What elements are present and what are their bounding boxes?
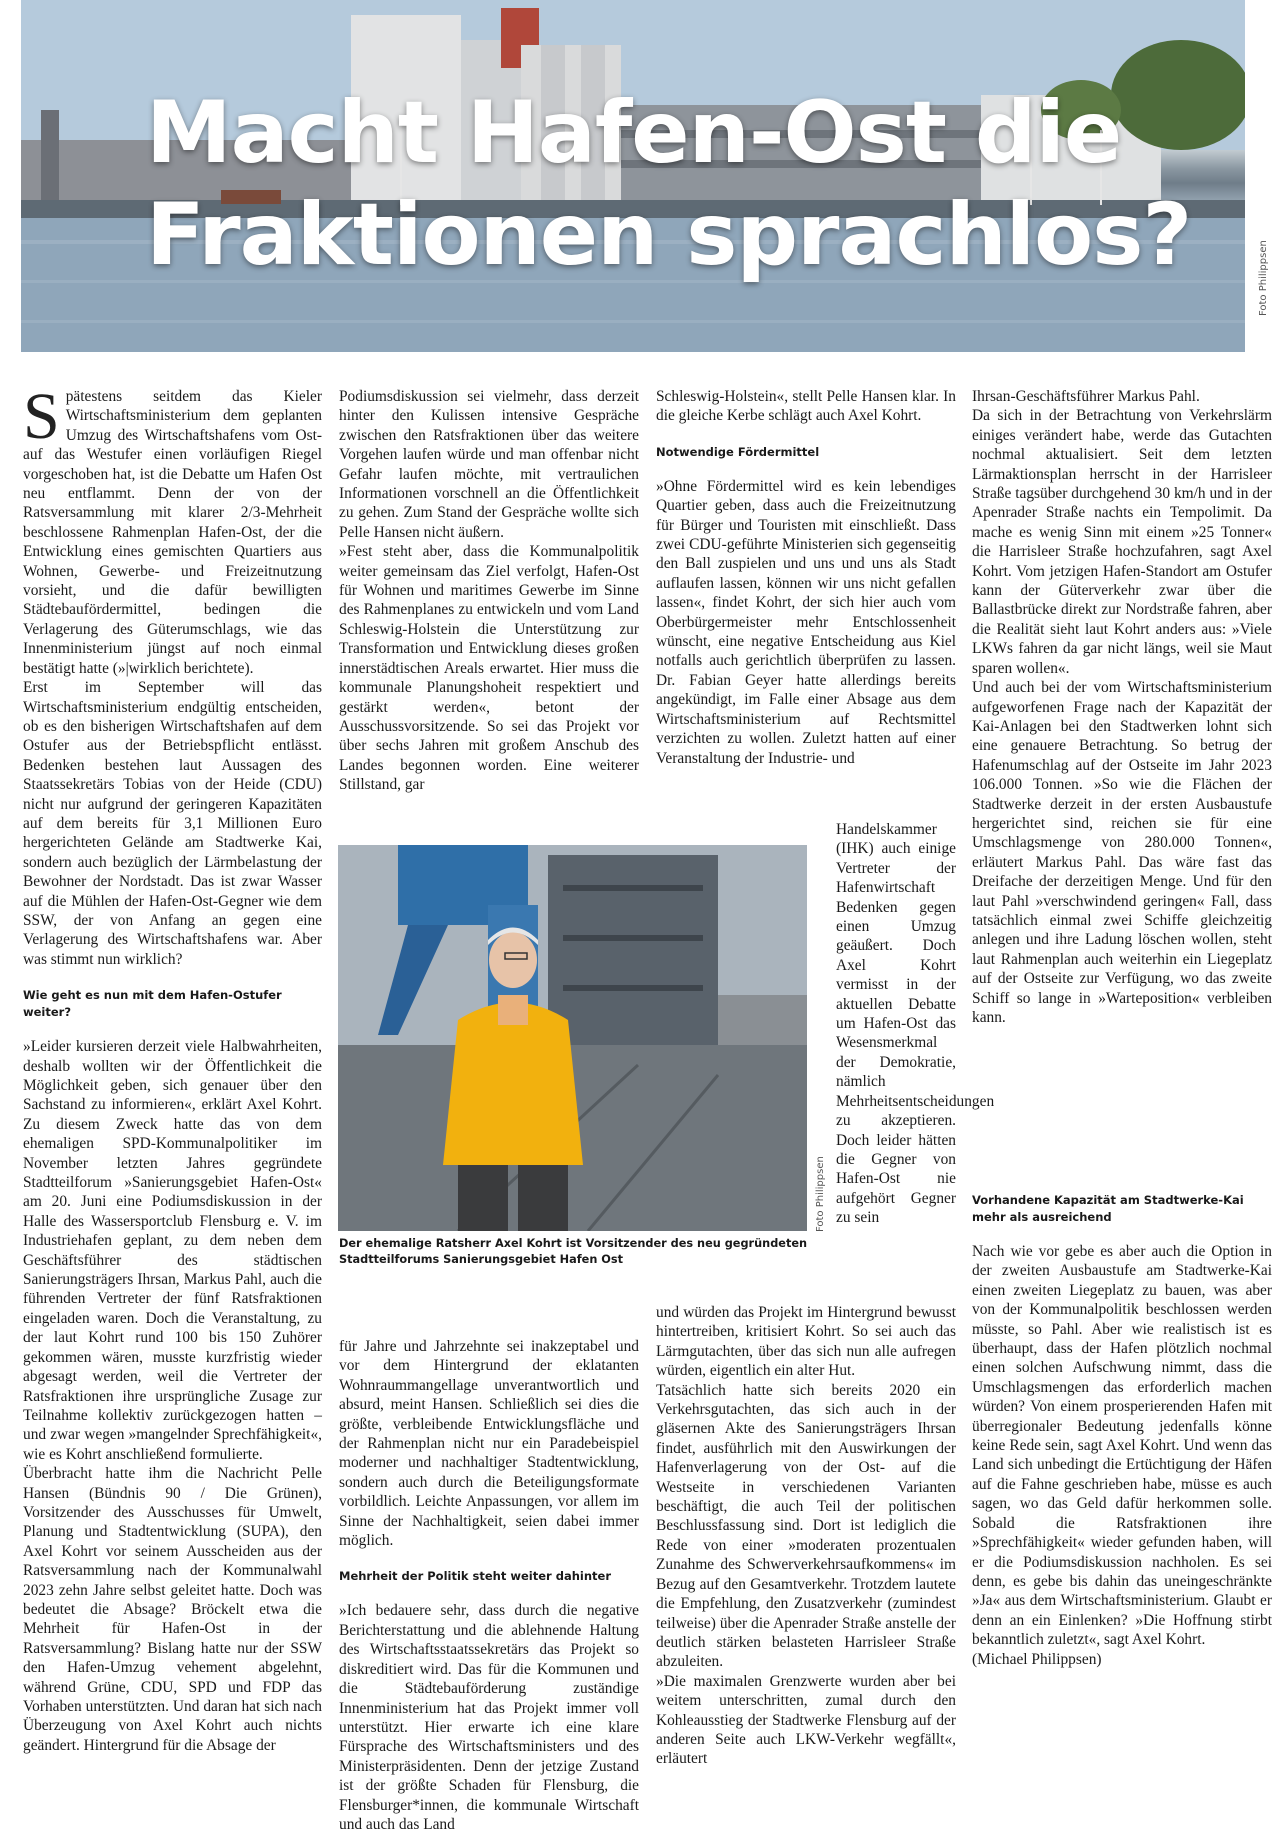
headline-line-2: Fraktionen sprachlos? — [146, 185, 1192, 285]
paragraph: »Ohne Fördermittel wird es kein lebendiges Quartier geben, dass auch die Freizeitnutzung für Bürger und Touristen mit einschließt. Dass zwei CDU-geführte Ministerien sich gegenseitig den Ball zuspielen und uns und uns als Stadt auflaufen lassen, können wir uns nicht gefallen lassen«, findet Kohrt, der sich hier auch vom Oberbürgermeister mehr Entschlossenheit wünscht, eine negative Entscheidung aus Kiel notfalls auch gerichtlich überprüfen zu lassen. Dr. Fabian Geyer hatte allerdings bereits angekündigt, im Falle einer Absage aus dem Wirtschaftsministerium auf Rechtsmittel verzichten zu wollen. Zuletzt hatten auf einer Veranstaltung der Industrie- und — [656, 477, 956, 767]
paragraph: Ihrsan-Geschäftsführer Markus Pahl. — [972, 388, 1200, 405]
hero-photo — [21, 0, 1245, 352]
paragraph: Und auch bei der vom Wirtschaftsministerium aufgeworfenen Frage nach der Kapazität der Kai-Anlagen bei den Stadtwerken lohnt sich eine genauere Betrachtung. So betrug der Hafenumschlag auf der Ostseite im Jahr 2023 106.000 Tonnen. »So wie die Flächen der Stadtwerke derzeit in der ersten Ausbaustufe hergerichtet sind, reichen sie für eine Umschlagsmenge von 280.000 Tonnen«, erläutert Markus Pahl. Das wäre fast das Dreifache der derzeitigen Menge. Und für den laut Pahl »verschwindend geringen« Fall, dass tatsächlich einmal zwei Schiffe gleichzeitig anlegen und ihre Ladung löschen wollen, steht laut Rahmenplan auch weiterhin ein Liegeplatz auf der Ostseite zur Verfügung, wo das zweite Schiff so lange in »Warteposition« verbleiben kann. — [972, 679, 1272, 1026]
paragraph: Da sich in der Betrachtung von Verkehrslärm einiges verändert habe, werde das Gutachten nochmal aktualisiert. Seit dem letzten Lärmaktionsplan herrscht in der Harrisleer Straße tagsüber durchgehend 30 km/h und in der Apenrader Straße nachts ein Tempolimit. Da mache es wenig Sinn mit einem »25 Tonner« die Harrisleer Straße hochzufahren, sagt Axel Kohrt. Vom jetzigen Hafen-Standort am Ostufer kann der Güterverkehr zwar über die Ballastbrücke direkt zur Nordstraße fahren, aber die Realität sieht laut Kohrt anders aus: »Viele LKWs fahren da gar nicht längs, weil sie Maut sparen wollen«. — [972, 407, 1272, 677]
headline — [146, 82, 1191, 286]
article-column-4-bottom — [972, 1192, 1272, 1669]
paragraph: Spätestens seitdem das Kieler Wirtschaftsministerium dem geplanten Umzug des Wirtschaftshafens vom Ost- auf das Westufer einen vorläufigen Riegel vorgeschoben hat, ist die Debatte um Hafen Ost neu entflammt. Denn der von der Ratsversammlung mit klarer 2/3-Mehrheit beschlossene Rahmenplan Hafen-Ost, der die Entwicklung eines gemischten Quartiers aus Wohnen, Gewerbe- und Freizeitnutzung vorsieht, und die dafür bewilligten Städtebaufördermittel, bedingen die Verlagerung des Güterumschlags, wie das Innenministerium jüngst auf noch einmal bestätigt hatte (»|wirklich berichtete). — [23, 380, 322, 677]
article-column-3-bottom — [656, 1303, 956, 1769]
headline-line-1: Macht Hafen-Ost die — [146, 83, 1122, 183]
subheading: Wie geht es nun mit dem Hafen-Ostufer weiter? — [23, 988, 282, 1020]
subheading: Mehrheit der Politik steht weiter dahinter — [339, 1569, 611, 1584]
paragraph: Erst im September will das Wirtschaftsministerium endgültig entscheiden, ob es den bisherigen Wirtschaftshafen auf dem Ostufer aus der Betriebspflicht entlässt. Bedenken bestehen laut Aussagen des Staatssekretärs Tobias von der Heide (CDU) nicht nur aufgrund der geringeren Kapazitäten auf dem bereits für 3,1 Millionen Euro hergerichteten Gelände am Stadtwerke Kai, sondern auch bezüglich der Lärmbelastung der Bewohner der Nordstadt. Das ist zwar Wasser auf die Mühlen der Hafen-Ost-Gegner wie dem SSW, der von Anfang an gegen eine Verlagerung des Wirtschaftshafens war. Aber was stimmt nun wirklich? — [23, 679, 322, 968]
subheading: Notwendige Fördermittel — [656, 444, 820, 459]
article-column-1 — [23, 380, 322, 1755]
paragraph: »Ich bedauere sehr, dass durch die negative Berichterstattung und die ablehnende Haltung des Wirtschaftsstaatssekretärs das Projekt so diskreditiert wird. Das für die Kommunen und die Städtebauförderung zuständige Innenministerium hat das Projekt immer voll unterstützt. Hier erwarte ich eine klare Fürsprache des Wirtschaftsministers und des Ministerpräsidenten. Denn der jetzige Zustand ist der größte Schaden für Flensburg, die Flensburger*innen, die kommunale Wirtschaft und auch das Land — [339, 1602, 639, 1833]
paragraph: Überbracht hatte ihm die Nachricht Pelle Hansen (Bündnis 90 / Die Grünen), Vorsitzender des Ausschusses für Umwelt, Planung und Stadtentwicklung (SUPA), den Axel Kohrt vor seinem Ausscheiden aus der Ratsversammlung nach der Kommunalwahl 2023 zehn Jahre selbst geleitet hatte. Doch was bedeutet die Absage? Bröckelt etwa die Mehrheit für Hafen-Ost in der Ratsversammlung? Bislang hatte nur der SSW den Hafen-Umzug vehement abgelehnt, während Grüne, CDU, SPD und FDP das Vorhaben unterstützten. Und daran hat sich nach Überzeugung von Axel Kohrt auch nichts geändert. Hintergrund für die Absage der — [23, 1465, 322, 1754]
paragraph: Schleswig-Holstein«, stellt Pelle Hansen klar. In die gleiche Kerbe schlägt auch Axel Kohrt. — [656, 388, 956, 425]
article-column-2-top — [339, 387, 639, 795]
author-credit: (Michael Philippsen) — [972, 1650, 1102, 1668]
paragraph: Tatsächlich hatte sich bereits 2020 ein Verkehrsgutachten, das sich auch in der gläsernen Akte des Sanierungsträgers Ihrsan findet, ausführlich mit den Auswirkungen der Hafenverlagerung von der Ost- auf die Westseite in verschiedenen Varianten beschäftigt, die auch Teil der politischen Beschlussfassung sind. Dort ist lediglich die Rede von einer »moderaten prozentualen Zunahme des Schwerverkehrsaufkommens« im Bezug auf den Gesamtverkehr. Trotzdem lautete die Empfehlung, den Zusatzverkehr (zumindest teilweise) über die Apenrader Straße anstelle der deutlich stärken belasteten Harrisleer Straße abzuleiten. — [656, 1381, 956, 1671]
paragraph: Nach wie vor gebe es aber auch die Option in der zweiten Ausbaustufe am Stadtwerke-Kai einen zweiten Liegeplatz zu bauen, was aber von der Kommunalpolitik beschlossen werden müsste, so Pahl. Aber wie realistisch ist es überhaupt, dass der Hafen plötzlich nochmal einen solchen Aufschwung nimmt, dass die Umschlagsmengen das erforderlich machen würden? Von einem prosperierenden Hafen mit überregionaler Bedeutung jedenfalls könne keine Rede sein, sagt Axel Kohrt. Und wenn das Land sich unbedingt die Ertüchtigung der Häfen auf die Fahne geschrieben habe, müsse es auch sagen, wo das Geld dafür herkommen solle. Sobald die Ratsfraktionen ihre »Sprechfähigkeit« wieder gefunden haben, will er die Podiumsdiskussion nachholen. Es sei denn, es gebe bis dahin das uneingeschränkte »Ja« aus dem Wirtschaftsministerium. Glaubt er denn an ein Einlenken? »Die Hoffnung stirbt bekanntlich zuletzt«, sagt Axel Kohrt. — [972, 1243, 1272, 1649]
dropcap: S — [23, 380, 60, 453]
paragraph: »Fest steht aber, dass die Kommunalpolitik weiter gemeinsam das Ziel verfolgt, Hafen-Ost für Wohnen und maritimes Gewerbe im Sinne des Rahmenplanes zu entwickeln und vom Land Schleswig-Holstein die Unterstützung zur Transformation und Entwicklung dieses großen innerstädtischen Areals erwartet. Hier muss die kommunale Planungshoheit respektiert und gestärkt werden«, betont der Ausschussvorsitzende. So sei das Projekt vor über sechs Jahren mit großem Anschub des Landes begonnen worden. Eine weiterer Stillstand, gar — [339, 543, 639, 794]
article-column-3-narrow: Handelskammer (IHK) auch einige Vertreter der Hafenwirtschaft Bedenken gegen einen Umzug geäußert. Doch Axel Kohrt vermisst in der aktuellen Debatte um Hafen-Ost das Wesensmerkmal der Demokratie, nämlich Mehrheitsentscheidungen zu akzeptieren. Doch leider hätten die Gegner von Hafen-Ost nie aufgehört Gegner zu sein — [836, 821, 995, 1227]
paragraph: und würden das Projekt im Hintergrund bewusst hintertreiben, kritisiert Kohrt. So sei auch das Lärmgutachten, über das sich nun alle aufregen würden, eigentlich ein alter Hut. — [656, 1304, 956, 1380]
article-column-2-bottom — [339, 1337, 639, 1834]
hero-photo-credit: Foto Philippsen — [1258, 240, 1269, 316]
article-column-3-top — [656, 387, 956, 768]
paragraph: Podiumsdiskussion sei vielmehr, dass derzeit hinter den Kulissen intensive Gespräche zwischen den Ratsfraktionen über das weitere Vorgehen laufen würde und man offenbar nicht Gefahr laufen möchte, mit vertraulichen Informationen vorschnell an die Öffentlichkeit zu gehen. Zum Stand der Gespräche wollte sich Pelle Hansen nicht äußern. — [339, 388, 639, 541]
harbor-crane-portrait-illustration — [338, 845, 807, 1231]
subheading: Vorhandene Kapazität am Stadtwerke-Kai mehr als ausreichend — [972, 1193, 1244, 1224]
paragraph: »Leider kursieren derzeit viele Halbwahrheiten, deshalb wollten wir der Öffentlichkeit die Möglichkeit geben, sich genauer über den Sachstand zu informieren«, erklärt Axel Kohrt. Zu diesem Zweck hatte das von dem ehemaligen SPD-Kommunalpolitiker im November letzten Jahres gegründete Stadtteilforum »Sanierungsgebiet Hafen-Ost« am 20. Juni eine Podiumsdiskussion in der Halle des Wassersportclub Flensburg e. V. im Industriehafen geplant, zu dem neben dem Geschäftsführer des städtischen Sanierungsträgers Ihrsan, Markus Pahl, auch die führenden Vertreter der fünf Ratsfraktionen eingeladen waren. Doch die Veranstaltung, zu der laut Kohrt rund 100 bis 150 Zuhörer gekommen wären, musste kurzfristig wieder abgesagt werden, weil die Vertreter der Ratsfraktionen ihre ursprüngliche Zusage zur Teilnahme kollektiv zurückgezogen hatten – und zwar wegen »mangelnder Sprechfähigkeit«, wie es Kohrt anschließend formulierte. — [23, 1038, 322, 1463]
article-column-4-top — [972, 387, 1272, 1027]
portrait-photo-credit: Foto Philippsen — [815, 1156, 826, 1232]
portrait-caption: Der ehemalige Ratsherr Axel Kohrt ist Vorsitzender des neu gegründeten Stadtteilforums Sanierungsgebiet Hafen Ost — [339, 1237, 808, 1266]
portrait-photo — [338, 845, 807, 1231]
paragraph: für Jahre und Jahrzehnte sei inakzeptabel und vor dem Hintergrund der eklatanten Wohnraummangellage unverantwortlich und absurd, meint Hansen. Schließlich sei dies die größte, verbleibende Entwicklungsfläche und der Rahmenplan nicht nur ein Paradebeispiel moderner und nachhaltiger Stadtentwicklung, sondern auch durch die Beteiligungsformate vorbildlich. Leichte Anpassungen, vor allem im Sinne der Nachhaltigkeit, seien dabei immer möglich. — [339, 1338, 639, 1550]
paragraph: »Die maximalen Grenzwerte wurden aber bei weitem unterschritten, zumal durch den Kohleausstieg der Stadtwerke Flensburg auf der anderen Seite auch LKW-Verkehr wegfällt«, erläutert — [656, 1672, 956, 1768]
